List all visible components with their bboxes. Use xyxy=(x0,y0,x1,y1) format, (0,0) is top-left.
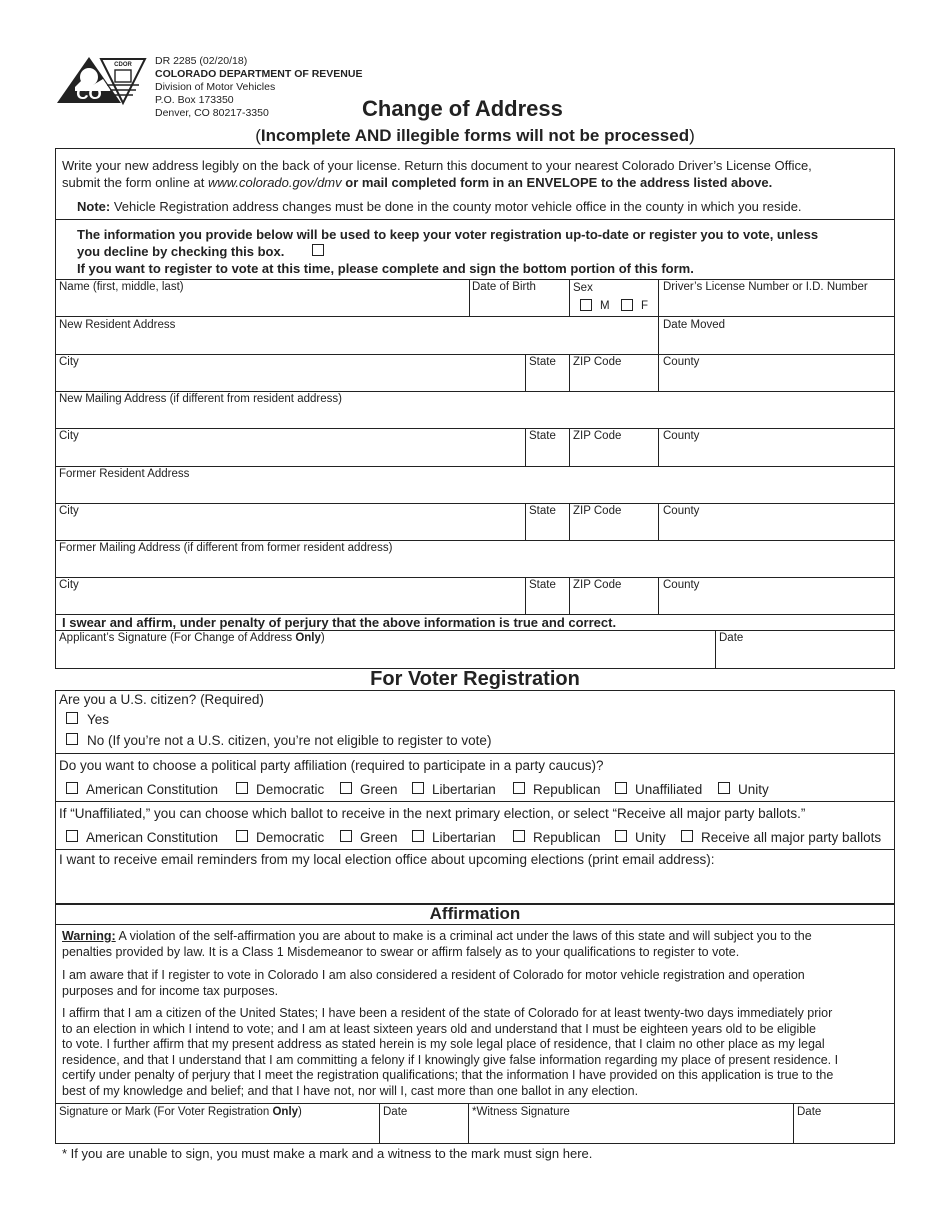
note-line xyxy=(77,199,802,215)
former-mailing-state-label: State xyxy=(529,579,556,591)
former-resident-address-label: Former Resident Address xyxy=(59,468,190,480)
former-zip-field[interactable] xyxy=(573,520,655,538)
sex-label: Sex xyxy=(573,282,593,294)
ballot-all-major-checkbox[interactable] xyxy=(681,830,693,842)
former-mailing-address-label: Former Mailing Address (if different from former resident address) xyxy=(59,542,393,554)
logo-text: CO xyxy=(76,84,102,103)
affirmation-title: Affirmation xyxy=(429,904,521,923)
ballot-democratic-label: Democratic xyxy=(256,830,325,845)
voter-signature-label xyxy=(59,1106,302,1118)
mailing-state-label: State xyxy=(529,430,556,442)
former-mailing-city-field[interactable] xyxy=(59,594,521,612)
party-question: Do you want to choose a political party affiliation (required to participate in a party caucus)? xyxy=(59,758,604,773)
former-city-field[interactable] xyxy=(59,520,521,538)
ballot-unity-checkbox[interactable] xyxy=(615,830,627,842)
license-field-label: Driver’s License Number or I.D. Number xyxy=(663,281,868,293)
divider xyxy=(56,428,894,429)
sex-m-checkbox[interactable] xyxy=(580,299,592,311)
divider xyxy=(56,924,894,925)
party-green-checkbox[interactable] xyxy=(340,782,352,794)
divider xyxy=(56,354,894,355)
residency-line-2: purposes and for income tax purposes. xyxy=(62,984,279,998)
mailing-zip-label: ZIP Code xyxy=(573,430,622,442)
applicant-date-label: Date xyxy=(719,632,744,644)
party-republican-checkbox[interactable] xyxy=(513,782,525,794)
divider xyxy=(56,849,894,850)
party-unaffiliated-checkbox[interactable] xyxy=(615,782,627,794)
warning-label: Warning: xyxy=(62,929,116,943)
party-republican-label: Republican xyxy=(533,782,601,797)
new-resident-address-label: New Resident Address xyxy=(59,319,176,331)
city-zip: Denver, CO 80217-3350 xyxy=(155,107,269,119)
voter-registration-title: For Voter Registration xyxy=(370,668,580,690)
note-label: Note: xyxy=(77,199,111,214)
page-subtitle xyxy=(233,126,717,146)
dmv-url[interactable]: www.colorado.gov/dmv xyxy=(207,175,342,190)
divider xyxy=(658,279,659,354)
former-resident-address-field[interactable] xyxy=(59,483,891,501)
divider xyxy=(658,354,659,391)
intro-line-1: Write your new address legibly on the back of your license. Return this document to your nearest Colorado Driver’s License Office, xyxy=(62,158,812,173)
subtitle-close-paren: ) xyxy=(689,126,695,145)
divider xyxy=(658,428,659,466)
former-mailing-state-field[interactable] xyxy=(529,594,566,612)
department-name: COLORADO DEPARTMENT OF REVENUE xyxy=(155,68,363,80)
warning-text-1: A violation of the self-affirmation you are about to make is a criminal act under the laws of this state and will subject you to the xyxy=(115,929,812,943)
logo-arc: CDOR xyxy=(114,62,132,68)
ballot-american-constitution-checkbox[interactable] xyxy=(66,830,78,842)
witness-signature-label: *Witness Signature xyxy=(472,1106,570,1118)
former-mailing-county-field[interactable] xyxy=(663,594,891,612)
party-unaffiliated-label: Unaffiliated xyxy=(635,782,703,797)
voter-date-field[interactable] xyxy=(383,1121,465,1141)
party-american-constitution-label: American Constitution xyxy=(86,782,219,797)
divider xyxy=(56,503,894,504)
witness-signature-field[interactable] xyxy=(472,1121,789,1141)
former-state-label: State xyxy=(529,505,556,517)
divider xyxy=(56,219,894,220)
mailing-city-label: City xyxy=(59,430,79,442)
citizen-yes-label: Yes xyxy=(87,712,110,727)
new-city-label: City xyxy=(59,356,79,368)
ballot-american-constitution-label: American Constitution xyxy=(86,830,219,845)
voter-notice-2: you decline by checking this box. xyxy=(77,244,285,259)
division-name: Division of Motor Vehicles xyxy=(155,81,276,93)
divider xyxy=(793,1103,794,1143)
mailing-state-field[interactable] xyxy=(529,445,566,463)
new-resident-address-field[interactable] xyxy=(59,334,654,352)
affirm-line-2: to an election in which I intend to vote; and I am at least sixteen years old and understand that I must be eighteen years old to be eligible xyxy=(62,1022,816,1036)
subtitle-text: Incomplete AND illegible forms will not be processed xyxy=(260,126,690,145)
divider xyxy=(569,354,570,391)
new-zip-label: ZIP Code xyxy=(573,356,622,368)
divider xyxy=(525,428,526,466)
citizen-yes-checkbox[interactable] xyxy=(66,712,78,724)
mailing-county-label: County xyxy=(663,430,700,442)
party-green-label: Green xyxy=(360,782,398,797)
intro-line-2 xyxy=(62,175,772,191)
citizen-no-label: No (If you’re not a U.S. citizen, you’re not eligible to register to vote) xyxy=(87,733,492,748)
former-mailing-city-label: City xyxy=(59,579,79,591)
party-unity-checkbox[interactable] xyxy=(718,782,730,794)
residency-line-1: I am aware that if I register to vote in Colorado I am also considered a resident of Colorado for motor vehicle registration and operation xyxy=(62,968,805,982)
divider xyxy=(468,1103,469,1143)
divider xyxy=(56,801,894,802)
cdor-logo xyxy=(55,55,147,107)
divider xyxy=(569,279,570,316)
name-field-label: Name (first, middle, last) xyxy=(59,281,184,293)
new-mailing-address-label: New Mailing Address (if different from resident address) xyxy=(59,393,342,405)
new-state-field[interactable] xyxy=(529,371,566,389)
new-county-field[interactable] xyxy=(663,371,891,389)
divider xyxy=(469,279,470,316)
ballot-question: If “Unaffiliated,” you can choose which ballot to receive in the next primary election, or select “Receive all major party ballots.” xyxy=(59,806,806,821)
applicant-signature-field[interactable] xyxy=(59,647,711,666)
mailing-city-field[interactable] xyxy=(59,445,521,463)
citizen-question: Are you a U.S. citizen? (Required) xyxy=(59,692,264,707)
applicant-signature-label xyxy=(59,632,325,644)
affirm-line-5: certify under penalty of perjury that I meet the registration qualifications; that the information I have provided on this application is true to the xyxy=(62,1068,834,1082)
divider xyxy=(569,428,570,466)
divider xyxy=(658,503,659,540)
affirm-line-6: best of my knowledge and belief; and that I have not, nor will I, cast more than one ballot in any election. xyxy=(62,1084,639,1098)
sex-f-checkbox[interactable] xyxy=(621,299,633,311)
voter-signature-field[interactable] xyxy=(59,1121,375,1141)
affirm-line-4: residence, and that I understand that I am committing a felony if I knowingly give false information regarding my place of present residence. I xyxy=(62,1053,839,1067)
former-mailing-zip-label: ZIP Code xyxy=(573,579,622,591)
affirm-line-3: to vote. I further affirm that my present address as stated herein is my sole legal place of residence, that I claim no other place as my legal xyxy=(62,1037,825,1051)
divider xyxy=(56,753,894,754)
note-text: Vehicle Registration address changes must be done in the county motor vehicle office in the county in which you reside. xyxy=(110,199,802,214)
former-mailing-zip-field[interactable] xyxy=(573,594,655,612)
ballot-green-label: Green xyxy=(360,830,398,845)
former-mailing-address-field[interactable] xyxy=(59,557,891,575)
former-zip-label: ZIP Code xyxy=(573,505,622,517)
ballot-all-major-label: Receive all major party ballots xyxy=(701,830,882,845)
ballot-green-checkbox[interactable] xyxy=(340,830,352,842)
new-zip-field[interactable] xyxy=(573,371,655,389)
intro-suffix: or mail completed form in an ENVELOPE to the address listed above. xyxy=(341,175,773,190)
divider xyxy=(56,466,894,467)
date-moved-field[interactable] xyxy=(663,334,891,352)
po-box: P.O. Box 173350 xyxy=(155,94,234,106)
intro-prefix: submit the form online at xyxy=(62,175,208,190)
divider xyxy=(56,316,894,317)
former-city-label: City xyxy=(59,505,79,517)
party-libertarian-checkbox[interactable] xyxy=(412,782,424,794)
applicant-date-field[interactable] xyxy=(719,647,891,666)
party-libertarian-label: Libertarian xyxy=(432,782,496,797)
witness-footnote: * If you are unable to sign, you must make a mark and a witness to the mark must sign here. xyxy=(62,1146,593,1161)
affirm-line-1: I affirm that I am a citizen of the United States; I have been a resident of the state of Colorado for at least twenty-two days immediately prior xyxy=(62,1006,833,1020)
ballot-unity-label: Unity xyxy=(635,830,666,845)
warning-line-1 xyxy=(62,929,812,945)
page-title: Change of Address xyxy=(362,96,563,121)
voter-sig-prefix: Signature or Mark (For Voter Registration xyxy=(59,1106,273,1118)
divider xyxy=(56,540,894,541)
dob-field[interactable] xyxy=(472,296,565,314)
mailing-zip-field[interactable] xyxy=(573,445,655,463)
new-mailing-address-field[interactable] xyxy=(59,408,891,426)
warning-line-2: penalties provided by law. It is a Class 1 Misdemeanor to swear or affirm falsely as to your qualifications to register to vote. xyxy=(62,945,740,959)
email-field[interactable] xyxy=(59,870,891,900)
mailing-county-field[interactable] xyxy=(663,445,891,463)
former-county-label: County xyxy=(663,505,700,517)
witness-date-field[interactable] xyxy=(797,1121,891,1141)
swear-statement: I swear and affirm, under penalty of perjury that the above information is true and correct. xyxy=(62,615,617,630)
sex-f-label: F xyxy=(641,300,649,312)
voter-date-label: Date xyxy=(383,1106,408,1118)
former-state-field[interactable] xyxy=(529,520,566,538)
witness-date-label: Date xyxy=(797,1106,822,1118)
divider xyxy=(569,503,570,540)
divider xyxy=(56,279,894,280)
license-field[interactable] xyxy=(663,296,891,314)
new-county-label: County xyxy=(663,356,700,368)
new-city-field[interactable] xyxy=(59,371,521,389)
voter-sig-only: Only xyxy=(272,1106,299,1118)
dob-field-label: Date of Birth xyxy=(472,281,536,293)
name-field[interactable] xyxy=(59,296,464,314)
decline-voter-checkbox[interactable] xyxy=(312,244,324,256)
divider xyxy=(525,503,526,540)
applicant-sig-only: Only xyxy=(295,632,321,644)
ballot-republican-checkbox[interactable] xyxy=(513,830,525,842)
former-county-field[interactable] xyxy=(663,520,891,538)
party-democratic-label: Democratic xyxy=(256,782,325,797)
former-mailing-county-label: County xyxy=(663,579,700,591)
divider xyxy=(56,391,894,392)
sex-m-label: M xyxy=(600,300,610,312)
ballot-libertarian-label: Libertarian xyxy=(432,830,496,845)
party-democratic-checkbox[interactable] xyxy=(236,782,248,794)
form-number: DR 2285 (02/20/18) xyxy=(155,55,248,67)
divider xyxy=(56,577,894,578)
subtitle-open-paren: ( xyxy=(255,126,261,145)
voter-sig-suffix: ) xyxy=(298,1106,302,1118)
ballot-libertarian-checkbox[interactable] xyxy=(412,830,424,842)
divider xyxy=(525,354,526,391)
citizen-no-checkbox[interactable] xyxy=(66,733,78,745)
email-label: I want to receive email reminders from my local election office about upcoming elections (print email address): xyxy=(59,852,715,867)
party-american-constitution-checkbox[interactable] xyxy=(66,782,78,794)
applicant-sig-suffix: ) xyxy=(320,632,325,644)
ballot-republican-label: Republican xyxy=(533,830,601,845)
ballot-democratic-checkbox[interactable] xyxy=(236,830,248,842)
party-unity-label: Unity xyxy=(738,782,769,797)
divider xyxy=(379,1103,380,1143)
voter-notice-1: The information you provide below will be used to keep your voter registration up-to-date or register you to vote, unless xyxy=(77,227,819,242)
divider xyxy=(56,1103,894,1104)
new-state-label: State xyxy=(529,356,556,368)
divider xyxy=(715,630,716,668)
divider xyxy=(569,577,570,614)
divider xyxy=(658,577,659,614)
voter-notice-3: If you want to register to vote at this time, please complete and sign the bottom portion of this form. xyxy=(77,261,694,276)
date-moved-label: Date Moved xyxy=(663,319,726,331)
applicant-sig-prefix: Applicant’s Signature (For Change of Address xyxy=(59,632,296,644)
divider xyxy=(525,577,526,614)
